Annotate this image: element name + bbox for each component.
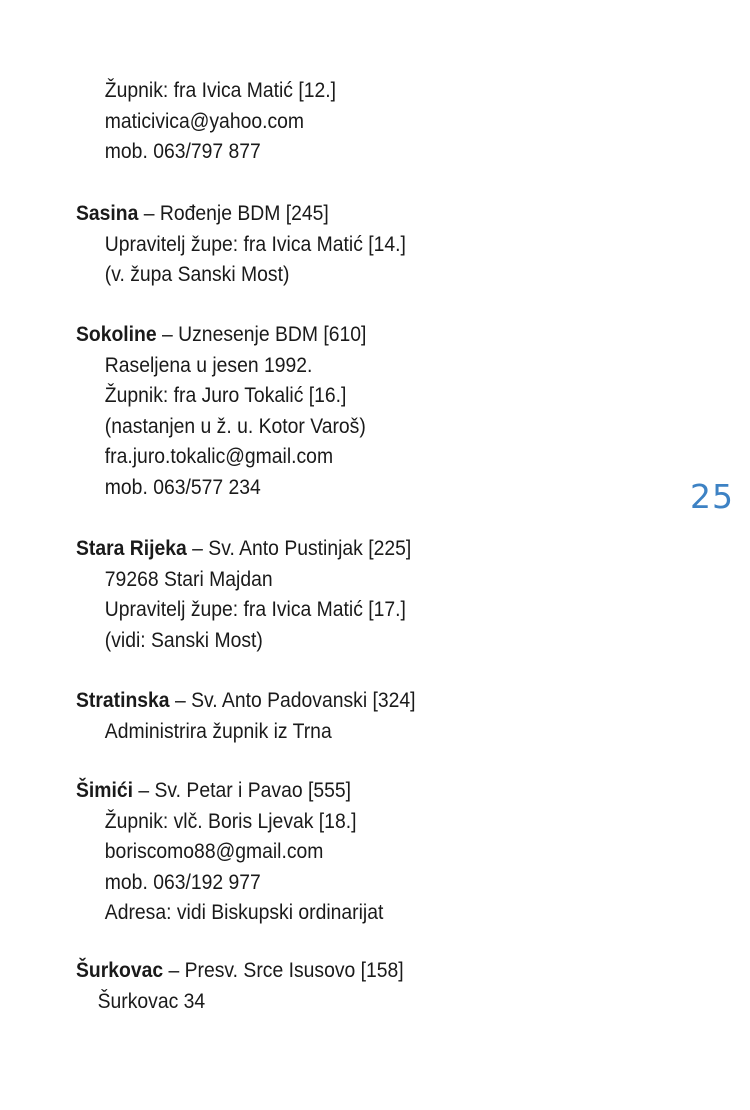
parish-title: – Rođenje BDM [245] — [138, 201, 329, 225]
entry-line: (nastanjen u ž. u. Kotor Varoš) — [104, 413, 366, 438]
entry-line: Župnik: fra Juro Tokalić [16.] — [104, 383, 347, 407]
entry-address: 79268 Stari Majdan — [104, 566, 273, 591]
entry-line: Raseljena u jesen 1992. — [104, 352, 313, 377]
parish-entry-stratinska — [76, 685, 598, 746]
parish-entry-stara-rijeka — [76, 533, 598, 655]
parish-name: Stara Rijeka — [76, 536, 187, 560]
parish-entry-sasina — [76, 198, 598, 290]
entry-phone: mob. 063/192 977 — [104, 869, 261, 894]
parish-name: Šurkovac — [76, 958, 164, 982]
parish-title: – Sv. Anto Padovanski [324] — [169, 688, 416, 712]
entry-line: Administrira župnik iz Trna — [104, 718, 332, 743]
entry-address: Adresa: vidi Biskupski ordinarijat — [104, 900, 384, 924]
parish-name: Šimići — [76, 778, 134, 802]
entry-phone: mob. 063/577 234 — [104, 474, 261, 499]
parish-entry-surkovac — [76, 955, 598, 1016]
parish-title: – Presv. Srce Isusovo [158] — [163, 958, 404, 982]
entry-line: Upravitelj župe: fra Ivica Matić [14.] — [104, 231, 406, 256]
entry-address: Šurkovac 34 — [97, 988, 206, 1013]
parish-entry-sokoline — [76, 319, 598, 502]
entry-line: Upravitelj župe: fra Ivica Matić [17.] — [104, 597, 406, 621]
parish-title: – Sv. Petar i Pavao [555] — [133, 778, 352, 802]
entry-phone: mob. 063/797 877 — [104, 139, 261, 163]
entry-heading — [76, 198, 598, 229]
parish-name: Sokoline — [76, 322, 157, 346]
parish-entry-continuation — [76, 75, 598, 167]
parish-title: – Sv. Anto Pustinjak [225] — [186, 536, 412, 560]
entry-heading — [76, 775, 598, 806]
entry-heading — [76, 685, 598, 716]
entry-heading — [76, 533, 598, 564]
entry-email: boriscomo88@gmail.com — [104, 839, 324, 863]
entry-email: maticivica@yahoo.com — [104, 108, 305, 133]
entry-line: Župnik: vlč. Boris Ljevak [18.] — [104, 808, 357, 833]
entry-line: (vidi: Sanski Most) — [104, 627, 263, 652]
parish-entry-simici — [76, 775, 598, 928]
entry-email: fra.juro.tokalic@gmail.com — [104, 444, 334, 468]
page-number: 25 — [690, 477, 734, 516]
parish-name: Sasina — [76, 201, 139, 225]
entry-line: Župnik: fra Ivica Matić [12.] — [104, 78, 337, 102]
entry-line: (v. župa Sanski Most) — [104, 262, 290, 286]
entry-heading — [76, 319, 598, 350]
entry-heading — [76, 955, 598, 986]
parish-title: – Uznesenje BDM [610] — [156, 322, 367, 346]
parish-name: Stratinska — [76, 688, 170, 712]
